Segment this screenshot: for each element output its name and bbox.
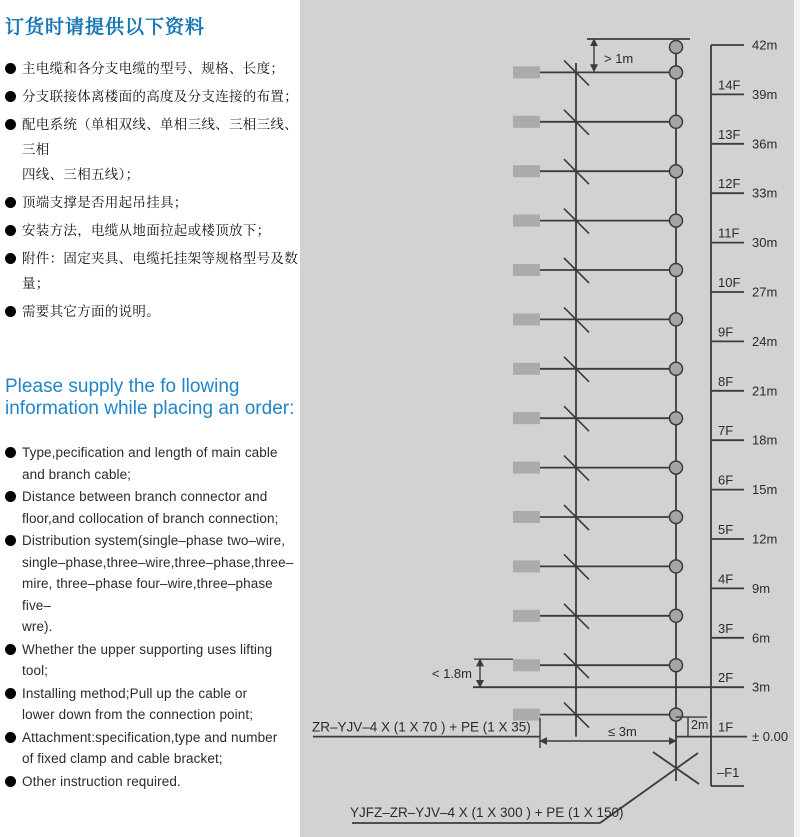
top-clearance-label: > 1m [604,51,634,66]
branch-height-label: < 1.8m [431,666,472,682]
zh-requirements-list [5,56,298,327]
branch-connector-circle [670,708,683,721]
floor-label: 8F [718,373,734,389]
bullet-dot-icon [5,63,16,74]
requirement-text: 需要其它方面的说明。 [22,304,160,319]
order-requirement-item [5,530,298,638]
floor-label: 7F [718,423,734,439]
floor-distribution-box [513,264,540,276]
branch-connector-circle [670,165,683,178]
height-label: 12m [752,531,778,547]
bullet-dot-icon [5,119,16,130]
requirement-text: Distribution system(single–phase two–wire, single–phase,three–wire,three–phase,three– mire, three–phase four–wire,three–phase five– wre). [22,533,294,634]
en-heading-line1: Please supply the fo llowing [5,376,240,397]
zh-order-heading: 订货时请提供以下资料 [5,17,206,38]
requirement-text: 安装方法，电缆从地面拉起或楼顶放下； [22,223,271,238]
requirement-text: 分支联接体离楼面的高度及分支连接的布置； [22,89,298,104]
height-label: 33m [752,185,778,201]
order-requirement-item [5,771,298,793]
bullet-dot-icon [5,644,16,655]
height-label: 27m [752,284,778,300]
floor-distribution-box [513,659,540,671]
bullet-dot-icon [5,197,16,208]
height-label: 6m [752,630,771,646]
requirement-text: Type,pecification and length of main cable and branch cable; [22,445,278,482]
floor-distribution-box [513,66,540,78]
floor-distribution-box [513,313,540,325]
bullet-dot-icon [5,491,16,502]
bullet-dot-icon [5,253,16,264]
bullet-dot-icon [5,447,16,458]
order-requirement-item [5,727,298,770]
branch-run-label: ≤ 3m [608,724,637,739]
branch-connector-circle [670,560,683,573]
order-requirement-item [5,683,298,726]
height-label: 39m [752,86,778,102]
height-label: 36m [752,136,778,152]
floor-label: 12F [718,176,741,192]
floor-distribution-box [513,511,540,523]
height-label: 18m [752,432,778,448]
floor-distribution-box [513,610,540,622]
order-requirement-item [5,190,298,215]
order-requirement-item [5,639,298,682]
requirement-text: 顶端支撑是否用起吊挂具； [22,195,188,210]
bullet-dot-icon [5,91,16,102]
ground-clearance-label: 2m [691,718,709,732]
branch-connector-circle [670,659,683,672]
en-heading-line2: information while placing an order: [5,398,295,419]
bullet-dot-icon [5,732,16,743]
floor-label: 1F [718,719,734,735]
requirement-text: Whether the upper supporting uses lifting tool; [22,641,273,678]
order-info-panel [0,0,300,837]
order-requirement-item [5,112,298,187]
branch-connector-circle [670,362,683,375]
floor-label: 13F [718,126,741,142]
height-label: 9m [752,580,771,596]
branch-connector-circle [670,66,683,79]
floor-label: 11F [718,225,740,241]
bullet-dot-icon [5,776,16,787]
branch-connector-circle [670,609,683,622]
main-cable-label: YJFZ–ZR–YJV–4 X (1 X 300 ) + PE (1 X 150) [350,805,624,820]
bullet-dot-icon [5,225,16,236]
floor-label: 5F [718,522,734,537]
requirement-text: 附件：固定夹具、电缆托挂架等规格型号及数量； [22,251,298,291]
cable-installation-diagram [300,0,794,837]
requirement-text: Distance between branch connector and floor,and collocation of branch connection; [22,489,279,526]
requirement-text: 主电缆和各分支电缆的型号、规格、长度； [22,61,285,76]
basement-label: –F1 [717,765,740,780]
branch-connector-circle [670,461,683,474]
floor-label: 14F [718,77,741,93]
requirement-text: 配电系统（单相双线、单相三线、三相三线、三相 四线、三相五线）； [22,117,298,182]
floor-label: 2F [718,670,734,686]
requirement-text: Installing method;Pull up the cable or lower down from the connection point; [22,685,254,722]
floor-distribution-box [513,116,540,128]
order-requirement-item [5,299,298,324]
branch-connector-circle [670,313,683,326]
en-requirements-list [5,442,298,793]
floor-label: 3F [718,620,734,636]
floor-label: 9F [718,324,734,340]
floor-distribution-box [513,412,540,424]
bullet-dot-icon [5,535,16,546]
en-order-heading [5,376,294,420]
branch-connector-circle [670,214,683,227]
floor-label: 4F [718,571,734,587]
branch-cable-label: ZR–YJV–4 X (1 X 70 ) + PE (1 X 35) [312,719,531,735]
order-requirement-item [5,246,298,296]
order-requirement-item [5,218,298,243]
bullet-dot-icon [5,306,16,317]
floor-distribution-box [513,462,540,474]
floor-label: 10F [718,275,741,290]
height-label: 30m [752,235,778,251]
height-label: 15m [752,482,778,498]
floor-distribution-box [513,165,540,177]
floor-distribution-box [513,215,540,227]
floor-distribution-box [513,560,540,572]
height-label: 3m [752,679,771,695]
height-label: 24m [752,333,778,349]
height-label-42m: 42m [752,37,778,53]
height-label: ± 0.00 [752,729,789,745]
page-edge-strip [794,0,800,837]
order-requirement-item [5,84,298,109]
floor-distribution-box [513,363,540,375]
order-requirement-item [5,486,298,529]
branch-connector-circle [670,264,683,277]
cable-top-circle [670,41,683,54]
order-requirement-item [5,442,298,485]
floor-label: 6F [718,472,734,488]
bullet-dot-icon [5,688,16,699]
order-requirement-item [5,56,298,81]
branch-connector-circle [670,412,683,425]
branch-connector-circle [670,511,683,524]
branch-connector-circle [670,115,683,128]
requirement-text: Other instruction required. [22,773,181,789]
requirement-text: Attachment:specification,type and number of fixed clamp and cable bracket; [22,729,278,766]
height-label: 21m [752,383,778,399]
